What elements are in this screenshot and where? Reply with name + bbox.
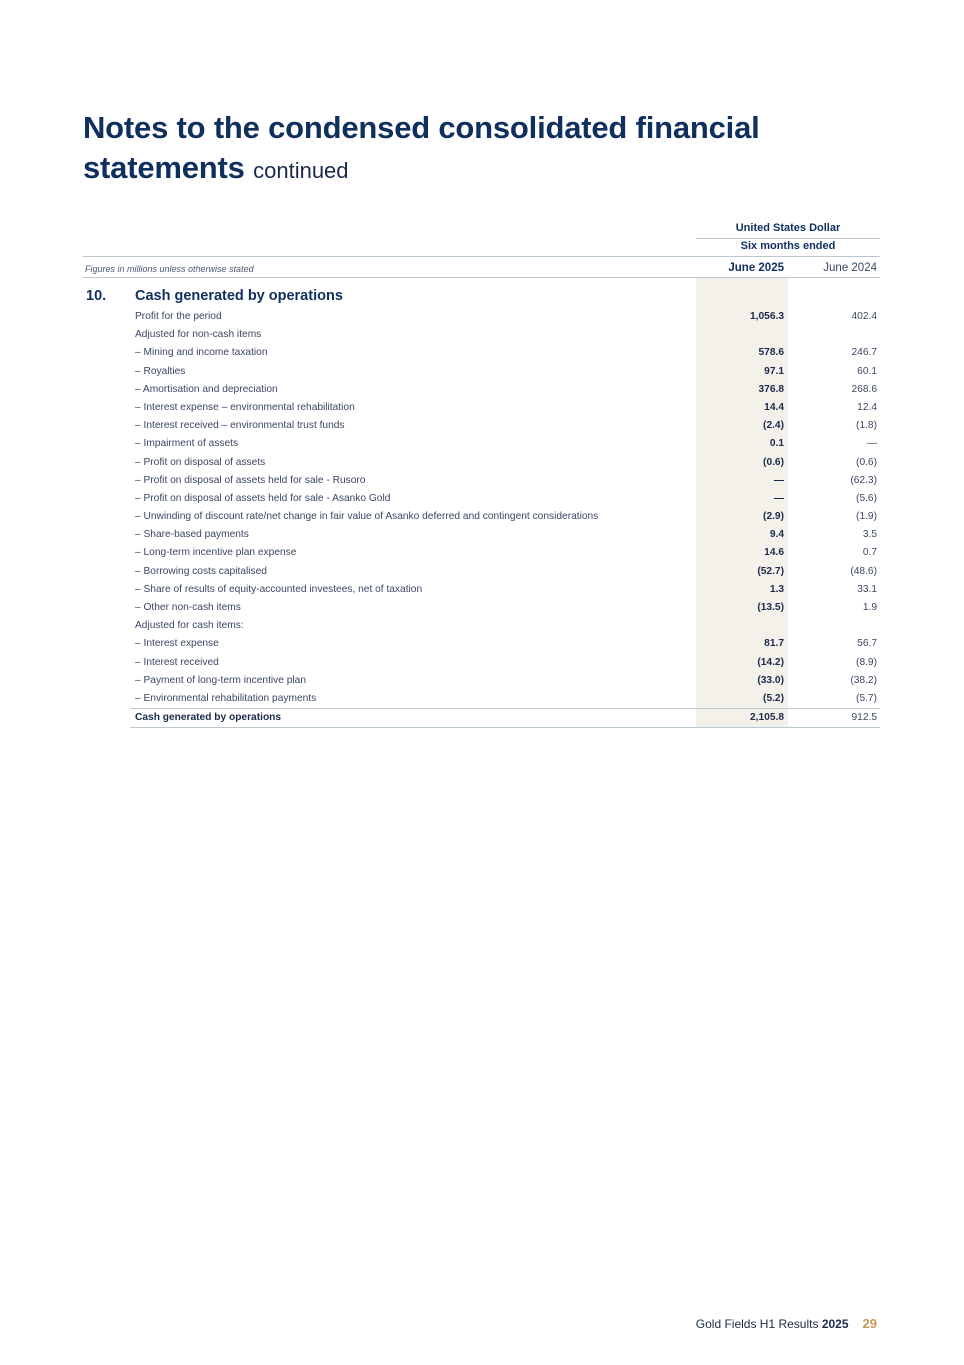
value-june-2025: — bbox=[773, 474, 784, 486]
value-june-2025: (0.6) bbox=[763, 456, 784, 468]
value-june-2024: (1.9) bbox=[856, 511, 877, 523]
row-label: – Payment of long-term incentive plan bbox=[135, 674, 307, 686]
value-june-2025: 578.6 bbox=[758, 347, 784, 359]
column-header-june-2025: June 2025 bbox=[728, 262, 784, 274]
table-row bbox=[130, 690, 880, 708]
row-label: Adjusted for cash items: bbox=[135, 620, 244, 632]
row-label: – Interest expense – environmental rehabilitation bbox=[135, 401, 355, 413]
page-footer bbox=[600, 1316, 877, 1331]
value-june-2024: — bbox=[866, 438, 877, 450]
value-june-2024: 0.7 bbox=[862, 547, 877, 559]
footer-year: 2025 bbox=[821, 1317, 849, 1331]
table-row bbox=[130, 344, 880, 362]
value-june-2024: 268.6 bbox=[851, 383, 877, 395]
value-june-2024: (5.7) bbox=[856, 692, 877, 704]
title-main: Notes to the condensed consolidated financial statements bbox=[83, 110, 760, 185]
table-row bbox=[130, 308, 880, 326]
period-header: Six months ended bbox=[740, 240, 836, 252]
table-row bbox=[130, 363, 880, 381]
value-june-2024: (8.9) bbox=[856, 656, 877, 668]
value-june-2025: (2.9) bbox=[763, 511, 784, 523]
value-june-2025: 97.1 bbox=[764, 365, 784, 377]
figures-note: Figures in millions unless otherwise stated bbox=[85, 264, 254, 274]
value-june-2025: 2,105.8 bbox=[750, 712, 784, 724]
header-divider bbox=[696, 238, 880, 239]
column-header-june-2024: June 2024 bbox=[823, 262, 877, 274]
table-row bbox=[130, 654, 880, 672]
cash-flow-table bbox=[130, 308, 880, 728]
table-row bbox=[130, 508, 880, 526]
value-june-2024: (0.6) bbox=[856, 456, 877, 468]
value-june-2024: 33.1 bbox=[857, 583, 877, 595]
value-june-2024: 60.1 bbox=[857, 365, 877, 377]
table-row bbox=[130, 435, 880, 453]
value-june-2025: (13.5) bbox=[757, 602, 784, 613]
row-label: – Unwinding of discount rate/net change in fair value of Asanko deferred and contingent considerations bbox=[135, 511, 599, 523]
title-suffix: continued bbox=[253, 158, 349, 183]
value-june-2024: 912.5 bbox=[851, 712, 877, 724]
value-june-2024: 246.7 bbox=[851, 347, 877, 359]
footer-publication: Gold Fields H1 Results bbox=[695, 1317, 819, 1331]
value-june-2025: 376.8 bbox=[758, 383, 784, 395]
row-label: – Profit on disposal of assets bbox=[135, 456, 266, 468]
currency-header: United States Dollar bbox=[735, 222, 841, 234]
row-label: – Other non-cash items bbox=[135, 602, 241, 613]
value-june-2025: 14.4 bbox=[764, 401, 784, 413]
table-top-rule bbox=[83, 256, 880, 257]
table-row bbox=[130, 599, 880, 617]
table-row bbox=[130, 635, 880, 653]
value-june-2024: (38.2) bbox=[850, 674, 877, 686]
value-june-2025: (14.2) bbox=[757, 656, 784, 668]
table-row bbox=[130, 617, 880, 635]
value-june-2025: 14.6 bbox=[764, 547, 784, 559]
row-label: – Interest received – environmental trust funds bbox=[135, 420, 345, 432]
value-june-2025: 0.1 bbox=[769, 438, 784, 450]
header-bottom-rule bbox=[83, 277, 880, 278]
table-row bbox=[130, 472, 880, 490]
value-june-2024: 402.4 bbox=[851, 311, 877, 322]
value-june-2024: 56.7 bbox=[857, 638, 877, 650]
value-june-2025: — bbox=[773, 492, 784, 504]
table-row bbox=[130, 326, 880, 344]
row-label: – Interest received bbox=[135, 656, 219, 668]
row-label: – Share of results of equity-accounted investees, net of taxation bbox=[135, 583, 423, 595]
table-row bbox=[130, 417, 880, 435]
table-row bbox=[130, 544, 880, 562]
value-june-2025: 1.3 bbox=[769, 583, 784, 595]
page-number: 29 bbox=[862, 1316, 877, 1331]
row-label: – Mining and income taxation bbox=[135, 347, 268, 359]
page-title bbox=[83, 108, 903, 191]
value-june-2025: (52.7) bbox=[757, 565, 784, 577]
row-label: Profit for the period bbox=[135, 311, 222, 322]
value-june-2025: 81.7 bbox=[764, 638, 784, 650]
row-label: – Profit on disposal of assets held for sale - Asanko Gold bbox=[135, 492, 391, 504]
row-label: Cash generated by operations bbox=[135, 712, 282, 724]
value-june-2024: (5.6) bbox=[856, 492, 877, 504]
value-june-2025: (2.4) bbox=[763, 420, 784, 432]
table-row bbox=[130, 454, 880, 472]
row-label: – Borrowing costs capitalised bbox=[135, 565, 267, 577]
value-june-2024: (62.3) bbox=[850, 474, 877, 486]
row-label: – Royalties bbox=[135, 365, 186, 377]
row-label: – Impairment of assets bbox=[135, 438, 239, 450]
value-june-2025: (5.2) bbox=[763, 692, 784, 704]
row-label: – Amortisation and depreciation bbox=[135, 383, 278, 395]
value-june-2025: (33.0) bbox=[757, 674, 784, 686]
value-june-2024: (1.8) bbox=[856, 420, 877, 432]
row-label: – Long-term incentive plan expense bbox=[135, 547, 297, 559]
table-row bbox=[130, 381, 880, 399]
value-june-2024: 1.9 bbox=[862, 602, 877, 613]
value-june-2025: 9.4 bbox=[769, 529, 784, 541]
row-label: – Interest expense bbox=[135, 638, 219, 650]
table-row bbox=[130, 526, 880, 544]
table-row bbox=[130, 399, 880, 417]
value-june-2024: 12.4 bbox=[857, 401, 877, 413]
table-row bbox=[130, 672, 880, 690]
total-row bbox=[130, 708, 880, 728]
row-label: – Environmental rehabilitation payments bbox=[135, 692, 317, 704]
note-title: Cash generated by operations bbox=[135, 288, 343, 304]
value-june-2024: 3.5 bbox=[862, 529, 877, 541]
value-june-2024: (48.6) bbox=[850, 565, 877, 577]
row-label: – Share-based payments bbox=[135, 529, 249, 541]
table-row bbox=[130, 581, 880, 599]
value-june-2025: 1,056.3 bbox=[750, 311, 784, 322]
table-row bbox=[130, 563, 880, 581]
note-number: 10. bbox=[86, 288, 107, 304]
table-row bbox=[130, 490, 880, 508]
row-label: – Profit on disposal of assets held for sale - Rusoro bbox=[135, 474, 366, 486]
row-label: Adjusted for non-cash items bbox=[135, 329, 262, 341]
